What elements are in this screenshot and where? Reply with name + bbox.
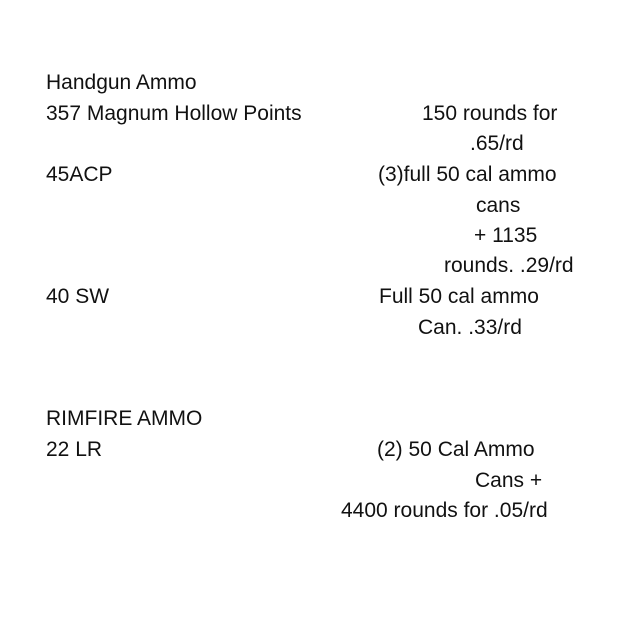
- rimfire-section-heading: RIMFIRE AMMO: [46, 407, 203, 430]
- item-detail-40sw-line1: Full 50 cal ammo: [379, 285, 539, 308]
- item-detail-357-line1: 150 rounds for: [422, 102, 558, 125]
- item-detail-45acp-line2: cans: [476, 194, 521, 217]
- item-name-22lr: 22 LR: [46, 438, 103, 461]
- item-detail-45acp-line3: + 1135: [474, 224, 538, 247]
- item-detail-357-line2: .65/rd: [470, 132, 524, 155]
- item-name-45acp: 45ACP: [46, 163, 113, 186]
- item-name-40sw: 40 SW: [46, 285, 110, 308]
- item-detail-22lr-line3: 4400 rounds for .05/rd: [341, 499, 548, 522]
- item-detail-22lr-line1: (2) 50 Cal Ammo: [377, 438, 535, 461]
- item-detail-40sw-line2: Can. .33/rd: [418, 316, 522, 339]
- item-name-357-magnum: 357 Magnum Hollow Points: [46, 102, 302, 125]
- item-detail-45acp-line4: rounds. .29/rd: [444, 254, 574, 277]
- item-detail-45acp-line1: (3)full 50 cal ammo: [378, 163, 557, 186]
- item-detail-22lr-line2: Cans +: [475, 469, 543, 492]
- handgun-section-heading: Handgun Ammo: [46, 71, 197, 94]
